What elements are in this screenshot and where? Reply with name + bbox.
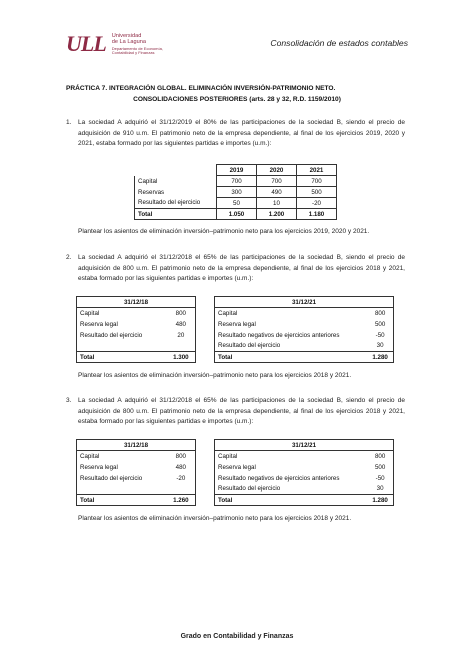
total-label: Total (215, 495, 368, 506)
title-line1: PRÁCTICA 7. INTEGRACIÓN GLOBAL. ELIMINACIÓN INVERSIÓN-PATRIMONIO NETO. (66, 85, 336, 92)
table-row (215, 341, 394, 352)
total-label: Total (77, 495, 167, 506)
total-row (135, 209, 337, 220)
university-logo (66, 33, 163, 56)
table-row (77, 308, 196, 319)
total-value: 1.280 (367, 352, 393, 363)
spacer-row (77, 484, 196, 495)
cell-value: 30 (376, 485, 384, 493)
cell-value: 800 (175, 452, 186, 460)
logo-dept (112, 47, 163, 56)
row-label: Resultado del ejercicio (218, 485, 281, 493)
row-label: Capital (218, 309, 238, 317)
cell-value: 800 (374, 452, 386, 460)
problem-text: La sociedad A adquirió el 31/12/2018 el 65% de las participaciones de la sociedad B, siendo el precio de adquisición de 800 u.m. El patrimonio neto de la empresa dependiente, al final de los ejercicios 2018 y 2021, estaba formado por las siguientes partidas e importes (u.m.): (78, 397, 405, 426)
year-header: 2021 (297, 165, 337, 176)
row-label: Reserva legal (80, 463, 118, 471)
row-label: Reserva legal (80, 320, 118, 328)
total-value: 1.050 (217, 209, 257, 220)
row-label: Reservas (135, 187, 217, 198)
cell-value: -50 (375, 331, 385, 339)
total-value: 1.300 (167, 352, 196, 363)
table-row (215, 451, 394, 462)
table-row (135, 198, 337, 209)
row-label: Resultado negativos de ejercicios anteriores (218, 474, 340, 482)
cell-value: 20 (177, 331, 185, 339)
problem-number: 2. (66, 254, 72, 261)
total-row (215, 352, 394, 363)
row-label: Resultado del ejercicio (135, 198, 217, 209)
practice-title (66, 83, 408, 105)
row-label: Resultado del ejercicio (80, 474, 143, 482)
row-label: Capital (218, 452, 238, 460)
row-label: Resultado del ejercicio (218, 342, 281, 350)
total-value: 1.180 (297, 209, 337, 220)
cell-value: -20 (297, 198, 337, 209)
cell-value: 490 (257, 187, 297, 198)
table-row (77, 473, 196, 484)
cell-value: 30 (376, 342, 384, 350)
cell-value: 500 (297, 187, 337, 198)
title-line2: CONSOLIDACIONES POSTERIORES (arts. 28 y 32, R.D. 1159/2010) (133, 96, 341, 103)
section-title: Consolidación de estados contables (270, 38, 408, 48)
table-row (215, 473, 394, 484)
cell-value: 480 (175, 320, 186, 328)
total-row (77, 495, 196, 506)
logo-text (112, 33, 163, 56)
cell-value: 500 (374, 463, 386, 471)
row-label: Reserva legal (218, 463, 256, 471)
row-label: Capital (135, 176, 217, 187)
table-row (77, 319, 196, 330)
table-row (215, 484, 394, 495)
logo-dept-line: Contabilidad y Finanzas (111, 50, 155, 56)
instruction-2: Plantear los asientos de eliminación inversión–patrimonio neto para los ejercicios 2018 y 2021. (78, 372, 352, 379)
total-label: Total (135, 209, 217, 220)
date-header: 31/12/18 (77, 440, 196, 451)
cell-value: -50 (375, 474, 385, 482)
cell-value: 700 (217, 176, 257, 187)
cell-value: -20 (176, 474, 186, 482)
table-row (77, 462, 196, 473)
cell-value: 300 (217, 187, 257, 198)
total-label: Total (215, 352, 368, 363)
date-header: 31/12/18 (77, 297, 196, 308)
cell-value: 500 (374, 320, 386, 328)
problem-number: 1. (66, 119, 72, 126)
logo-line: de La Laguna (111, 39, 146, 46)
total-label: Total (77, 352, 167, 363)
instruction-1: Plantear los asientos de eliminación inversión–patrimonio neto para los ejercicios 2019, 2020 y 2021. (78, 228, 370, 235)
logo-dept-line: Departamento de Economía, (111, 45, 163, 51)
row-label: Resultado negativos de ejercicios anteriores (218, 331, 340, 339)
equity-table-3-right (214, 439, 394, 506)
cell-value: 800 (175, 309, 186, 317)
total-value: 1.200 (257, 209, 297, 220)
problem-text: La sociedad A adquirió el 31/12/2018 el 65% de las participaciones de la sociedad B, siendo el precio de adquisición de 800 u.m. El patrimonio neto de la empresa dependiente, al final de los ejercicios 2018 y 2021, estaba formado por las siguientes partidas e importes (u.m.): (78, 254, 405, 283)
total-row (77, 352, 196, 363)
total-value: 1.260 (167, 495, 196, 506)
date-header: 31/12/21 (215, 440, 394, 451)
year-header: 2019 (217, 165, 257, 176)
spacer-row (77, 341, 196, 352)
cell-value: 10 (257, 198, 297, 209)
row-label: Reserva legal (218, 320, 256, 328)
equity-table-1 (134, 164, 337, 220)
logo-line: Universidad (111, 33, 142, 39)
table-corner (135, 165, 217, 176)
table-row (215, 330, 394, 341)
table-row (215, 308, 394, 319)
cell-value: 50 (217, 198, 257, 209)
equity-table-3-left (76, 439, 196, 506)
table-row (135, 187, 337, 198)
cell-value: 700 (257, 176, 297, 187)
year-header: 2020 (257, 165, 297, 176)
problem-text: La sociedad A adquirió el 31/12/2019 el 80% de las participaciones de la sociedad B, siendo el precio de adquisición de 910 u.m. El patrimonio neto de la empresa dependiente, al final de los ejercicios 2019, 2020 y 2021, estaba formado por las siguientes partidas e importes (u.m.): (78, 119, 405, 148)
table-row (77, 451, 196, 462)
row-label: Capital (80, 309, 100, 317)
page-footer: Grado en Contabilidad y Finanzas (180, 633, 294, 640)
equity-table-2-right (214, 296, 394, 363)
table-row (77, 330, 196, 341)
table-row (135, 176, 337, 187)
row-label: Capital (80, 452, 100, 460)
total-value: 1.280 (367, 495, 393, 506)
table-row (215, 462, 394, 473)
cell-value: 700 (297, 176, 337, 187)
cell-value: 480 (175, 463, 186, 471)
date-header: 31/12/21 (215, 297, 394, 308)
row-label: Resultado del ejercicio (80, 331, 143, 339)
total-row (215, 495, 394, 506)
equity-table-2-left (76, 296, 196, 363)
table-row (215, 319, 394, 330)
cell-value: 800 (374, 309, 386, 317)
instruction-3: Plantear los asientos de eliminación inversión–patrimonio neto para los ejercicios 2018 y 2021. (78, 515, 352, 522)
logo-mark: ULL (66, 31, 106, 56)
problem-number: 3. (66, 397, 72, 404)
